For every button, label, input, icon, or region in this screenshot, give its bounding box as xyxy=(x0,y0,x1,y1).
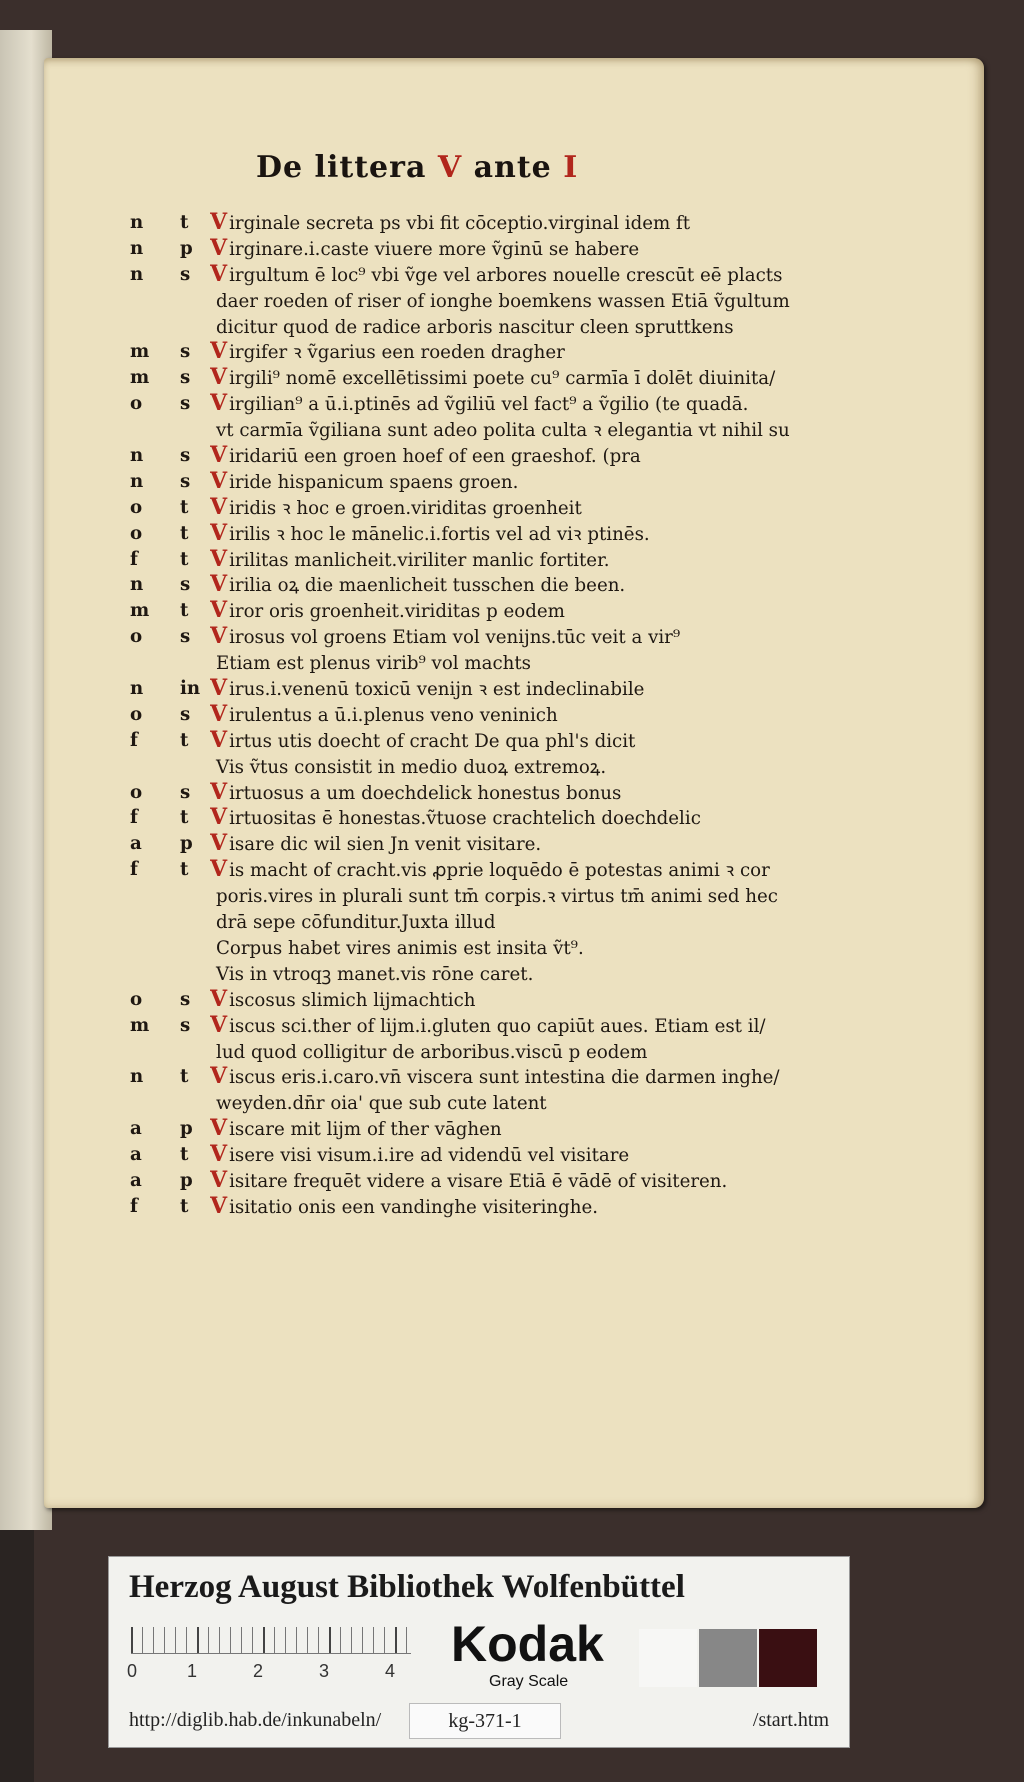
entry-line xyxy=(130,987,790,1013)
grammar-code: m xyxy=(130,341,150,363)
rubricated-initial: V xyxy=(210,520,228,546)
entry-body: dicitur quod de radice arboris nascitur cleen spruttkens xyxy=(216,316,734,338)
entry-text xyxy=(214,961,810,988)
entry-line xyxy=(130,1013,790,1039)
grammar-code: n xyxy=(130,445,144,467)
entry-body: lud quod colligitur de arboribus.viscū p eodem xyxy=(216,1041,648,1063)
entry-line xyxy=(130,598,790,624)
rubricated-initial: V xyxy=(210,779,228,805)
entry-text xyxy=(210,728,810,755)
heading-mid: ante xyxy=(473,150,552,185)
rubricated-initial: V xyxy=(210,805,228,831)
entry-line xyxy=(130,1090,790,1116)
entry-body: Etiam est plenus virib⁹ vol machts xyxy=(216,653,531,675)
grammar-code: s xyxy=(180,1014,191,1036)
grammar-code: a xyxy=(130,1118,142,1140)
entry-text xyxy=(210,469,810,496)
grammar-code: p xyxy=(180,833,193,855)
entry-body: iscosus slimich lijmachtich xyxy=(229,989,476,1011)
grammar-code: o xyxy=(130,703,143,725)
entry-body: isitare frequēt videre a visare Etiā ē vādē of visiteren. xyxy=(229,1170,728,1192)
ruler-scale xyxy=(127,1627,431,1697)
entry-line xyxy=(130,909,790,935)
rubricated-initial: V xyxy=(210,857,228,883)
grammar-code: m xyxy=(130,600,150,622)
url-end: /start.htm xyxy=(752,1709,829,1731)
grammar-code: s xyxy=(180,781,191,803)
grammar-code: t xyxy=(180,548,189,570)
entry-body: iridariū een groen hoef of een graeshof. (pra xyxy=(229,446,641,468)
entry-text xyxy=(210,805,810,832)
entry-body: iride hispanicum spaens groen. xyxy=(229,471,519,493)
url-base: http://diglib.hab.de/inkunabeln/ xyxy=(129,1709,382,1731)
entry-text xyxy=(210,339,810,366)
rubricated-initial: V xyxy=(210,494,228,520)
entry-text xyxy=(214,650,810,677)
entry-line xyxy=(130,1039,790,1065)
grammar-code: t xyxy=(180,1066,189,1088)
rubricated-initial: V xyxy=(210,701,228,727)
rubricated-initial: V xyxy=(210,831,228,857)
grammar-code: f xyxy=(130,729,138,751)
ruler-number: 1 xyxy=(187,1661,198,1681)
entry-line xyxy=(130,1194,790,1220)
grammar-code: n xyxy=(130,470,144,492)
rubricated-initial: V xyxy=(210,1142,228,1168)
entry-line xyxy=(130,288,790,314)
rubricated-initial: V xyxy=(210,468,228,494)
entry-text xyxy=(210,262,810,289)
entry-body: irilis ꝛ hoc le mānelic.i.fortis vel ad viꝛ ptinēs. xyxy=(229,523,650,545)
entry-body: iror oris groenheit.viriditas p eodem xyxy=(229,601,565,623)
entry-text xyxy=(214,417,810,444)
entry-line xyxy=(130,1116,790,1142)
entry-body: irgifer ꝛ ṽgarius een roeden dragher xyxy=(229,342,565,364)
rubricated-initial: V xyxy=(210,546,228,572)
rubricated-initial: V xyxy=(210,261,228,287)
rubricated-initial: V xyxy=(210,210,228,235)
grammar-code: n xyxy=(130,237,144,259)
grammar-code: t xyxy=(180,1195,189,1217)
heading-letter-v: V xyxy=(437,150,463,185)
entry-text xyxy=(210,676,810,703)
entry-body: poris.vires in plurali sunt tm̄ corpis.ꝛ virtus tm̄ animi sed hec xyxy=(216,886,778,908)
grammar-code: t xyxy=(180,729,189,751)
entry-text xyxy=(210,831,810,858)
entry-line xyxy=(130,1142,790,1168)
entry-text xyxy=(210,598,810,625)
rubricated-initial: V xyxy=(210,1012,228,1038)
entry-body: drā sepe cōfunditur.Juxta illud xyxy=(216,912,496,934)
entry-line xyxy=(130,650,790,676)
entry-text xyxy=(214,883,810,910)
grammar-code: s xyxy=(180,393,191,415)
entry-body: irgultum ē loc⁹ vbi ṽge vel arbores nouelle crescūt eē placts xyxy=(229,264,783,286)
rubricated-initial: V xyxy=(210,572,228,598)
entry-body: vt carmīa ṽgiliana sunt adeo polita culta ꝛ elegantia vt nihil su xyxy=(216,420,790,442)
entry-text xyxy=(210,547,810,574)
entry-body: irosus vol groens Etiam vol venijns.tūc veit a vir⁹ xyxy=(229,627,681,649)
entry-text xyxy=(210,443,810,470)
grammar-code: s xyxy=(180,574,191,596)
grammar-code: t xyxy=(180,522,189,544)
entry-line xyxy=(130,391,790,417)
entry-body: iscus sci.ther of lijm.i.gluten quo capiūt aues. Etiam est il/ xyxy=(229,1015,766,1037)
gray-swatch xyxy=(639,1629,697,1687)
grammar-code: s xyxy=(180,470,191,492)
rubricated-initial: V xyxy=(210,624,228,650)
rubricated-initial: V xyxy=(210,676,228,702)
entry-body: iridis ꝛ hoc e groen.viriditas groenheit xyxy=(229,497,582,519)
rubricated-initial: V xyxy=(210,598,228,624)
entry-text xyxy=(210,572,810,599)
entry-line xyxy=(130,676,790,702)
entry-text xyxy=(214,314,810,341)
grammar-code: a xyxy=(130,1169,142,1191)
grammar-code: m xyxy=(130,367,150,389)
grammar-code: t xyxy=(180,807,189,829)
entry-body: irtuosus a um doechdelick honestus bonus xyxy=(229,782,622,804)
grammar-code: t xyxy=(180,496,189,518)
entry-line xyxy=(130,1064,790,1090)
entry-text xyxy=(210,987,810,1014)
entry-text xyxy=(214,935,810,962)
grammar-code: s xyxy=(180,626,191,648)
entry-line xyxy=(130,857,790,883)
grammar-code: o xyxy=(130,522,143,544)
entry-line xyxy=(130,210,790,236)
entry-body: Vis ṽtus consistit in medio duoꝝ extremoꝝ. xyxy=(216,756,607,778)
entry-line xyxy=(130,883,790,909)
entry-line xyxy=(130,495,790,521)
grammar-code: s xyxy=(180,263,191,285)
entry-line xyxy=(130,521,790,547)
ruler-number: 0 xyxy=(127,1661,138,1681)
entry-body: weyden.dn̄r oia' que sub cute latent xyxy=(216,1093,547,1115)
entry-text xyxy=(210,210,810,237)
entry-body: Vis in vtroqꝫ manet.vis rōne caret. xyxy=(216,963,534,985)
entry-text xyxy=(210,391,810,418)
entry-line xyxy=(130,728,790,754)
entry-text xyxy=(210,236,810,263)
entry-text xyxy=(210,780,810,807)
entry-line xyxy=(130,961,790,987)
grammar-code: f xyxy=(130,1195,138,1217)
rubricated-initial: V xyxy=(210,1193,228,1219)
entry-body: isare dic wil sien Jn venit visitare. xyxy=(229,834,542,856)
grammar-code: n xyxy=(130,574,144,596)
entry-text xyxy=(210,702,810,729)
entry-body: irginare.i.caste viuere more ṽginū se habere xyxy=(229,238,640,260)
entry-line xyxy=(130,469,790,495)
entry-line xyxy=(130,831,790,857)
entry-text xyxy=(214,288,810,315)
entry-body: irilia oꝝ die maenlicheit tusschen die been. xyxy=(229,575,626,597)
entry-line xyxy=(130,624,790,650)
dictionary-entries xyxy=(130,210,790,1220)
rubricated-initial: V xyxy=(210,727,228,753)
grammar-code: n xyxy=(130,1066,144,1088)
ruler-major-ticks xyxy=(131,1627,411,1654)
rubricated-initial: V xyxy=(210,391,228,417)
grammar-code: s xyxy=(180,445,191,467)
rubricated-initial: V xyxy=(210,339,228,365)
grammar-code: p xyxy=(180,237,193,259)
entry-line xyxy=(130,702,790,728)
gray-swatch xyxy=(699,1629,757,1687)
entry-line xyxy=(130,314,790,340)
grammar-code: o xyxy=(130,393,143,415)
entry-line xyxy=(130,262,790,288)
entry-body: irginale secreta ps vbi fit cōceptio.virginal idem ft xyxy=(229,213,691,234)
entry-line xyxy=(130,805,790,831)
grammar-code: o xyxy=(130,781,143,803)
gray-swatches xyxy=(639,1629,839,1687)
entry-text xyxy=(210,624,810,651)
entry-text xyxy=(214,909,810,936)
grammar-code: n xyxy=(130,678,144,700)
entry-text xyxy=(214,754,810,781)
entry-line xyxy=(130,572,790,598)
gray-swatch xyxy=(759,1629,817,1687)
entry-body: iscus eris.i.caro.vn̄ viscera sunt intestina die darmen inghe/ xyxy=(229,1067,780,1089)
entry-body: iscare mit lijm of ther vāghen xyxy=(229,1119,502,1141)
entry-line xyxy=(130,236,790,262)
entry-line xyxy=(130,935,790,961)
grammar-code: f xyxy=(130,548,138,570)
grammar-code: m xyxy=(130,1014,150,1036)
kodak-logo: Kodak xyxy=(451,1616,604,1672)
grammar-code: o xyxy=(130,496,143,518)
grammar-code: p xyxy=(180,1169,193,1191)
rubricated-initial: V xyxy=(210,365,228,391)
entry-body: irtus utis doecht of cracht De qua phl's dicit xyxy=(229,730,636,752)
entry-body: daer roeden of riser of ionghe boemkens wassen Etiā ṽgultum xyxy=(216,290,790,312)
ruler-number: 2 xyxy=(253,1661,264,1681)
entry-body: isitatio onis een vandinghe visiteringhe. xyxy=(229,1196,599,1218)
entry-text xyxy=(210,1013,810,1040)
grammar-code: n xyxy=(130,212,144,233)
entry-line xyxy=(130,443,790,469)
facing-page-shadow xyxy=(0,1530,34,1782)
entry-line xyxy=(130,365,790,391)
entry-line xyxy=(130,754,790,780)
entry-text xyxy=(210,1142,810,1169)
gray-scale-label: Gray Scale xyxy=(489,1673,569,1690)
heading-prefix: De littera xyxy=(256,150,427,185)
entry-body: irus.i.venenū toxicū venijn ꝛ est indeclinabile xyxy=(229,679,645,701)
grammar-code: o xyxy=(130,988,143,1010)
rubricated-initial: V xyxy=(210,1167,228,1193)
library-name: Herzog August Bibliothek Wolfenbüttel xyxy=(129,1569,685,1605)
grammar-code: t xyxy=(180,859,189,881)
grammar-code: t xyxy=(180,1144,189,1166)
entry-text xyxy=(214,1090,810,1117)
entry-text xyxy=(210,495,810,522)
grammar-code: s xyxy=(180,341,191,363)
entry-text xyxy=(210,521,810,548)
rubricated-initial: V xyxy=(210,1116,228,1142)
page-heading xyxy=(256,150,578,185)
entry-line xyxy=(130,547,790,573)
rubricated-initial: V xyxy=(210,1064,228,1090)
grammar-code: p xyxy=(180,1118,193,1140)
entry-text xyxy=(210,1194,810,1221)
entry-line xyxy=(130,417,790,443)
rubricated-initial: V xyxy=(210,986,228,1012)
entry-line xyxy=(130,780,790,806)
grammar-code: s xyxy=(180,367,191,389)
rubricated-initial: V xyxy=(210,235,228,261)
grammar-code: a xyxy=(130,1144,142,1166)
color-target-card xyxy=(108,1556,850,1748)
entry-body: irilitas manlicheit.viriliter manlic fortiter. xyxy=(229,549,610,571)
rubricated-initial: V xyxy=(210,443,228,469)
entry-body: isere visi visum.i.ire ad videndū vel visitare xyxy=(229,1145,630,1167)
entry-body: irtuositas ē honestas.ṽtuose crachtelich doechdelic xyxy=(229,808,701,830)
entry-text xyxy=(210,857,810,884)
grammar-code: n xyxy=(130,263,144,285)
grammar-code: s xyxy=(180,988,191,1010)
entry-text xyxy=(210,1064,810,1091)
ruler-number: 3 xyxy=(319,1661,330,1681)
grammar-code: t xyxy=(180,600,189,622)
grammar-code: f xyxy=(130,859,138,881)
entry-text xyxy=(210,365,810,392)
entry-body: Corpus habet vires animis est insita ṽt⁹. xyxy=(216,937,584,959)
entry-line xyxy=(130,1168,790,1194)
entry-body: irgilian⁹ a ū.i.ptinēs ad ṽgiliū vel fact⁹ a ṽgilio (te quadā. xyxy=(229,394,749,416)
grammar-code: in xyxy=(180,678,201,700)
entry-body: irulentus a ū.i.plenus veno veninich xyxy=(229,704,558,726)
grammar-code: t xyxy=(180,212,189,233)
entry-text xyxy=(210,1168,810,1195)
entry-body: is macht of cracht.vis ꝓprie loquēdo ē potestas animi ꝛ cor xyxy=(229,860,770,882)
entry-text xyxy=(210,1116,810,1143)
entry-line xyxy=(130,339,790,365)
heading-letter-i: I xyxy=(563,150,579,185)
entry-body: irgili⁹ nomē excellētissimi poete cu⁹ carmīa ī dolēt diuinita/ xyxy=(229,368,776,390)
shelfmark-label: kg-371-1 xyxy=(409,1703,561,1739)
grammar-code: s xyxy=(180,703,191,725)
grammar-code: a xyxy=(130,833,142,855)
entry-text xyxy=(214,1039,810,1066)
grammar-code: o xyxy=(130,626,143,648)
ruler-number: 4 xyxy=(385,1661,396,1681)
grammar-code: f xyxy=(130,807,138,829)
